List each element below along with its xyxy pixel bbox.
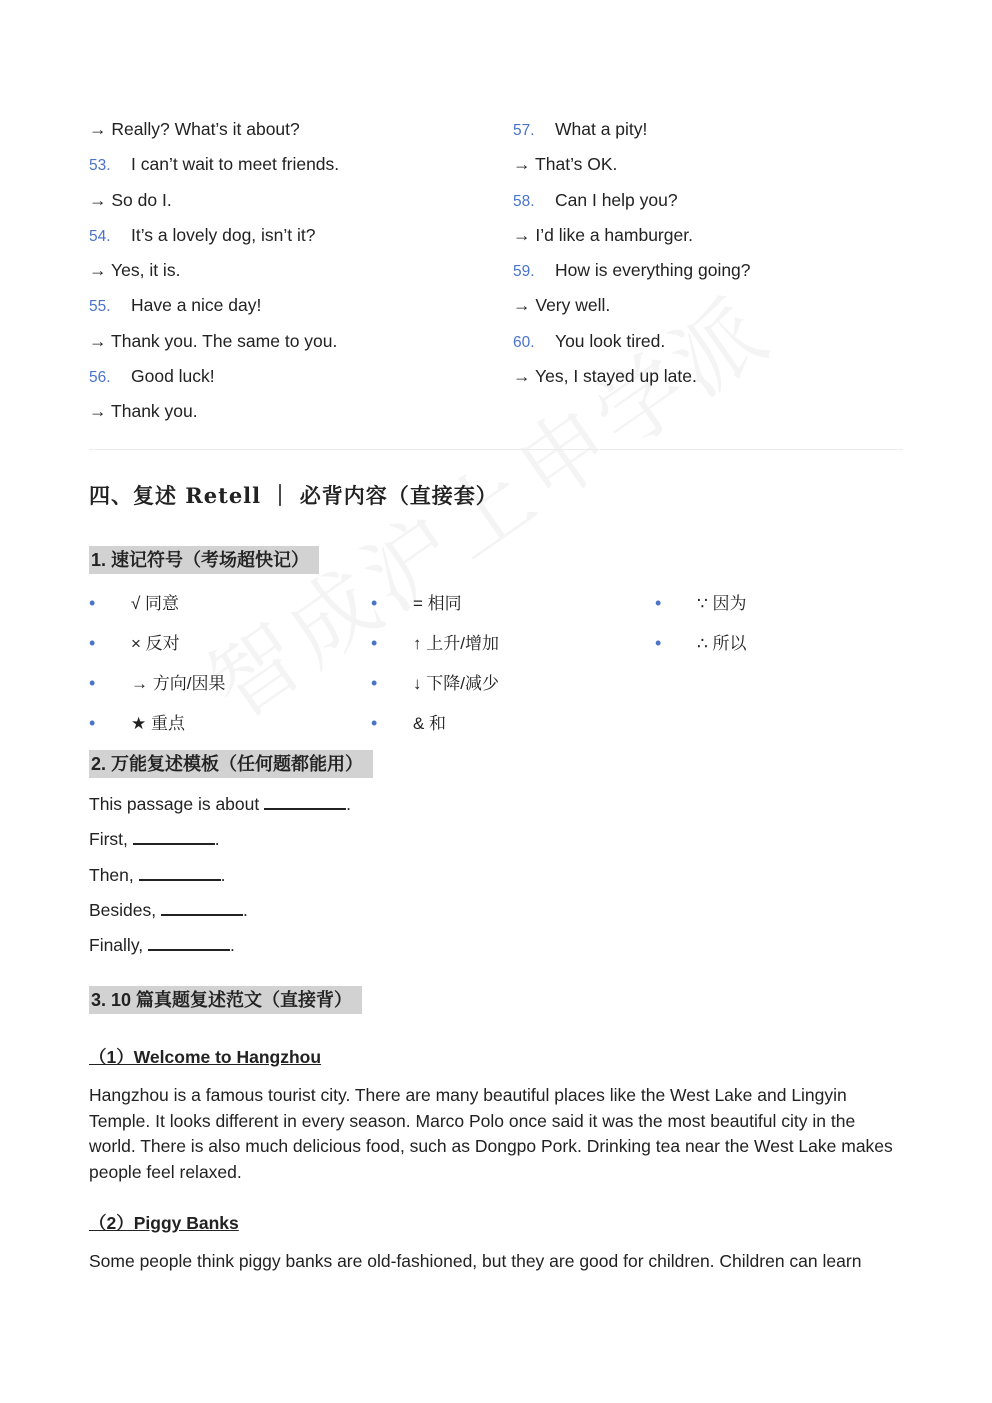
- dialogue-line: 60. You look tired.: [513, 324, 913, 359]
- list-item: • ∴ 所以: [655, 623, 747, 663]
- bullet-icon: •: [655, 633, 662, 653]
- section-divider: [89, 449, 903, 450]
- list-item: • ∵ 因为: [655, 583, 747, 623]
- bullet-icon: •: [371, 633, 378, 653]
- dialogue-right-column: [513, 112, 913, 394]
- subheading-shorthand-symbols: 1. 速记符号（考场超快记）: [89, 546, 319, 574]
- dialogue-line: → Thank you.: [89, 401, 198, 422]
- item-number: 56.: [89, 369, 111, 387]
- essay-title-hangzhou: （1）Welcome to Hangzhou: [89, 1047, 322, 1067]
- list-item: • = 相同: [371, 583, 499, 623]
- fill-blank: [139, 865, 221, 881]
- dialogue-line: → Yes, it is.: [89, 260, 181, 281]
- retell-template: [89, 787, 351, 963]
- item-number: 55.: [89, 298, 111, 316]
- list-item: • → 方向/因果: [89, 663, 225, 703]
- dialogue-line: 58. Can I help you?: [513, 183, 913, 218]
- dialogue-line: 56. Good luck!: [89, 359, 489, 394]
- list-item: • & 和: [371, 703, 499, 743]
- list-item: • ↓ 下降/减少: [371, 663, 499, 703]
- template-line: This passage is about .: [89, 794, 351, 814]
- item-number: 54.: [89, 227, 111, 245]
- list-item: • × 反对: [89, 623, 225, 663]
- bullet-icon: •: [655, 593, 662, 613]
- dialogue-line: → Yes, I stayed up late.: [513, 366, 697, 387]
- item-number: 58.: [513, 192, 535, 210]
- dialogue-line: → Very well.: [513, 295, 611, 316]
- bullet-icon: •: [89, 593, 96, 613]
- subheading-sample-essays: 3. 10 篇真题复述范文（直接背）: [89, 986, 362, 1014]
- template-line: Besides, .: [89, 899, 248, 920]
- template-line: First, .: [89, 829, 220, 850]
- fill-blank: [148, 935, 230, 951]
- symbol-column-1: [89, 583, 225, 743]
- template-line: Finally, .: [89, 935, 235, 956]
- bullet-icon: •: [371, 673, 378, 693]
- dialogue-line: 57. What a pity!: [513, 112, 913, 147]
- bullet-icon: •: [371, 593, 378, 613]
- symbol-column-3: [655, 583, 747, 663]
- bullet-icon: •: [89, 713, 96, 733]
- dialogue-line: → So do I.: [89, 189, 172, 210]
- bullet-icon: •: [89, 673, 96, 693]
- list-item: • ↑ 上升/增加: [371, 623, 499, 663]
- dialogue-line: 59. How is everything going?: [513, 253, 913, 288]
- symbol-column-2: [371, 583, 499, 743]
- essay-paragraph-hangzhou: Hangzhou is a famous tourist city. There are many beautiful places like the West Lake and Lingyin Temple. It looks different in every season. Marco Polo once said it was the most beautiful city in the world. There is also much delicious food, such as Dongpo Pork. Drinking tea near the West Lake makes people feel relaxed.: [89, 1085, 893, 1182]
- section-title: 四、复述 Retell ｜ 必背内容（直接套）: [89, 483, 498, 508]
- bullet-icon: •: [371, 713, 378, 733]
- essay-paragraph-piggy-banks: Some people think piggy banks are old-fashioned, but they are good for children. Children can learn: [89, 1251, 862, 1271]
- bullet-icon: •: [89, 633, 96, 653]
- fill-blank: [133, 829, 215, 845]
- dialogue-line: 53. I can’t wait to meet friends.: [89, 147, 489, 182]
- dialogue-line: → Really? What’s it about?: [89, 119, 300, 139]
- dialogue-line: → I’d like a hamburger.: [513, 224, 693, 245]
- dialogue-line: 55. Have a nice day!: [89, 288, 489, 323]
- dialogue-line: 54. It’s a lovely dog, isn’t it?: [89, 218, 489, 253]
- fill-blank: [264, 794, 346, 810]
- dialogue-line: → That’s OK.: [513, 154, 618, 175]
- item-number: 59.: [513, 263, 535, 281]
- item-number: 60.: [513, 333, 535, 351]
- list-item: • √ 同意: [89, 583, 225, 623]
- template-line: Then, .: [89, 864, 226, 885]
- item-number: 57.: [513, 122, 535, 139]
- dialogue-left-column: [89, 112, 489, 430]
- subheading-retell-template: 2. 万能复述模板（任何题都能用）: [89, 750, 373, 778]
- fill-blank: [161, 900, 243, 916]
- dialogue-line: → Thank you. The same to you.: [89, 330, 338, 351]
- list-item: • ★ 重点: [89, 703, 225, 743]
- essay-title-piggy-banks: （2）Piggy Banks: [89, 1213, 239, 1233]
- item-number: 53.: [89, 157, 111, 175]
